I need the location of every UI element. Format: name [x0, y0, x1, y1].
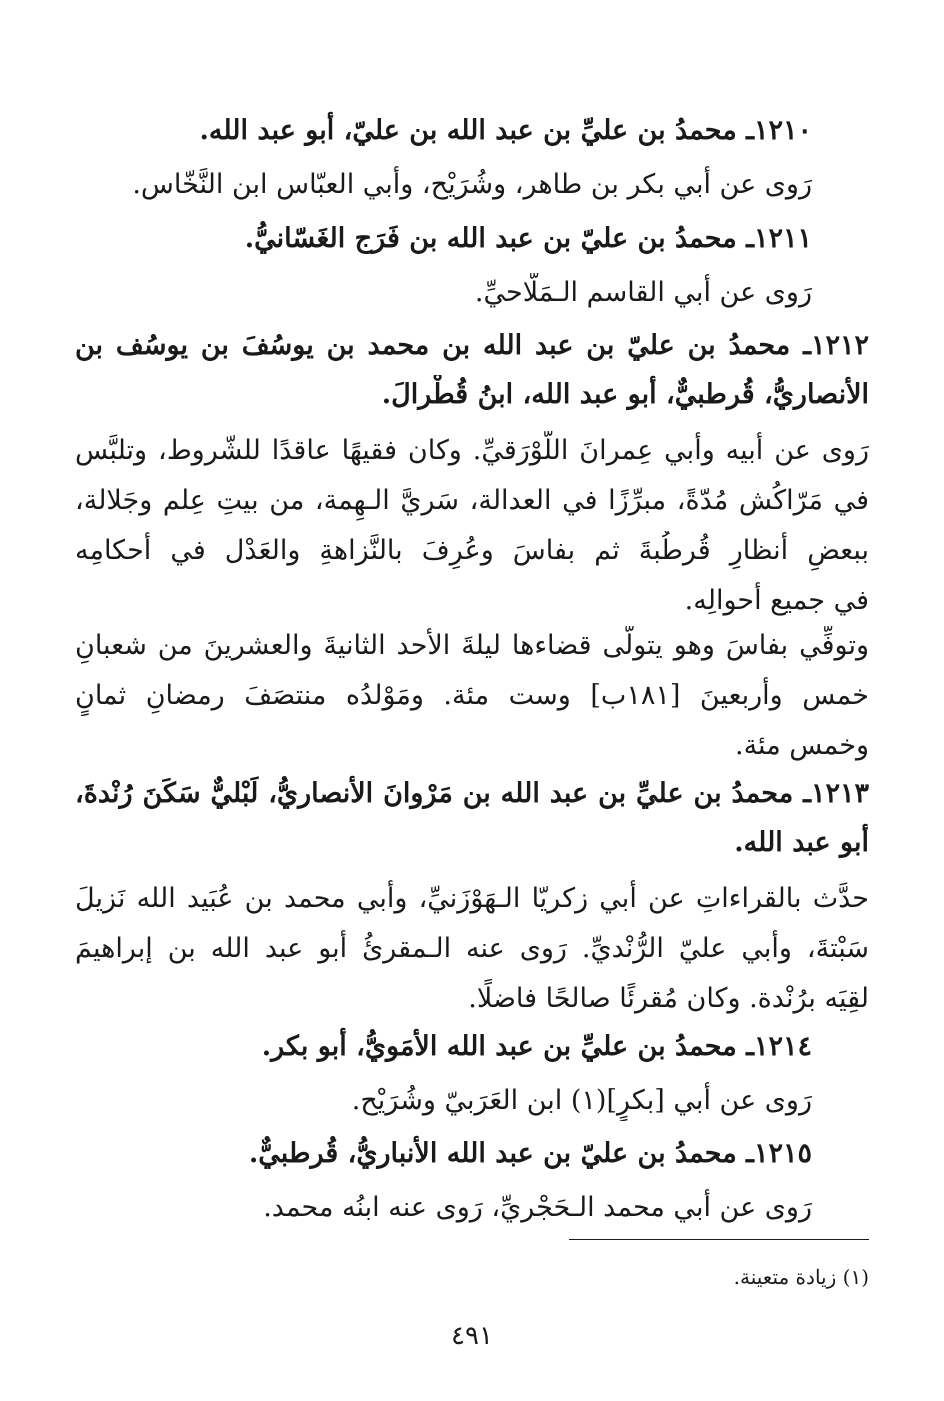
- entry-body-line: رَوى عن أبي [بكرٍ](١) ابن العَرَبيّ وشُرَيْح.: [351, 1085, 812, 1116]
- entry-body-line: سَبْتةَ، وأبي عليّ الرُّنْديِّ. رَوى عنه الـمقرئُ أبو عبد الله بن إبراهيمَ: [75, 933, 869, 964]
- entry-heading-continuation: الأنصاريُّ، قُرطبيٌّ، أبو عبد الله، ابنُ قُطْرالَ.: [381, 379, 869, 410]
- entry-body-line: رَوى عن أبي محمد الـحَجْريِّ، رَوى عنه ابنُه محمد.: [263, 1192, 812, 1223]
- footnote: (١) زيادة متعينة.: [733, 1265, 869, 1289]
- entry-body-line: خمس وأربعينَ [١٨١ب] وست مئة. ومَوْلدُه منتصَفَ رمضانِ ثمانٍ: [75, 680, 869, 711]
- entry-body-line: وخمس مئة.: [734, 730, 869, 761]
- entry-body-line: في مَرّاكُش مُدّةً، مبرِّزًا في العدالة، سَريَّ الـهِمة، من بيتِ عِلم وجَلالة،: [75, 485, 869, 516]
- entry-heading-continuation: أبو عبد الله.: [734, 827, 869, 858]
- entry-body-line: في جميع أحوالِه.: [684, 585, 869, 616]
- entry-heading-1212: ١٢١٢ـ محمدُ بن عليّ بن عبد الله بن محمد بن يوسُفَ بن يوسُف بن: [75, 330, 869, 361]
- footnote-divider: [569, 1239, 869, 1240]
- entry-body-line: حدَّث بالقراءاتِ عن أبي زكريّا الـهَوْزَنيِّ، وأبي محمد بن عُبَيد الله نَزيلَ: [75, 883, 869, 914]
- entry-body-line: رَوى عن أبي القاسم الـمَلّاحيِّ.: [474, 277, 812, 308]
- entry-heading-1215: ١٢١٥ـ محمدُ بن عليّ بن عبد الله الأنباريُّ، قُرطبيٌّ.: [248, 1138, 812, 1169]
- entry-heading-1210: ١٢١٠ـ محمدُ بن عليِّ بن عبد الله بن عليّ، أبو عبد الله.: [199, 115, 812, 146]
- entry-heading-1213: ١٢١٣ـ محمدُ بن عليِّ بن عبد الله بن مَرْوانَ الأنصاريُّ، لَبْليٌّ سَكَنَ رُنْدةَ،: [75, 778, 869, 809]
- page-number: ٤٩١: [451, 1321, 493, 1351]
- entry-body-line: وتوفِّي بفاسَ وهو يتولَّى قضاءها ليلةَ الأحد الثانيةَ والعشرينَ من شعبانِ: [75, 630, 869, 661]
- entry-heading-1211: ١٢١١ـ محمدُ بن عليّ بن عبد الله بن فَرَج الغَسّانيُّ.: [244, 223, 812, 254]
- entry-body-line: رَوى عن أبي بكر بن طاهر، وشُرَيْح، وأبي العبّاس ابن النَّخّاس.: [132, 169, 812, 200]
- entry-body-line: رَوى عن أبيه وأبي عِمرانَ اللَّوْرَقيِّ. وكان فقيهًا عاقدًا للشّروط، وتلبَّس: [75, 435, 869, 466]
- entry-body-line: لقِيَه برُنْدة. وكان مُقرئًا صالحًا فاضلًا.: [468, 983, 869, 1014]
- entry-body-line: ببعضِ أنظارِ قُرطُبةَ ثم بفاسَ وعُرِفَ بالنَّزاهةِ والعَدْل في أحكامِه: [75, 535, 869, 566]
- entry-heading-1214: ١٢١٤ـ محمدُ بن عليِّ بن عبد الله الأمَويُّ، أبو بكر.: [261, 1031, 812, 1062]
